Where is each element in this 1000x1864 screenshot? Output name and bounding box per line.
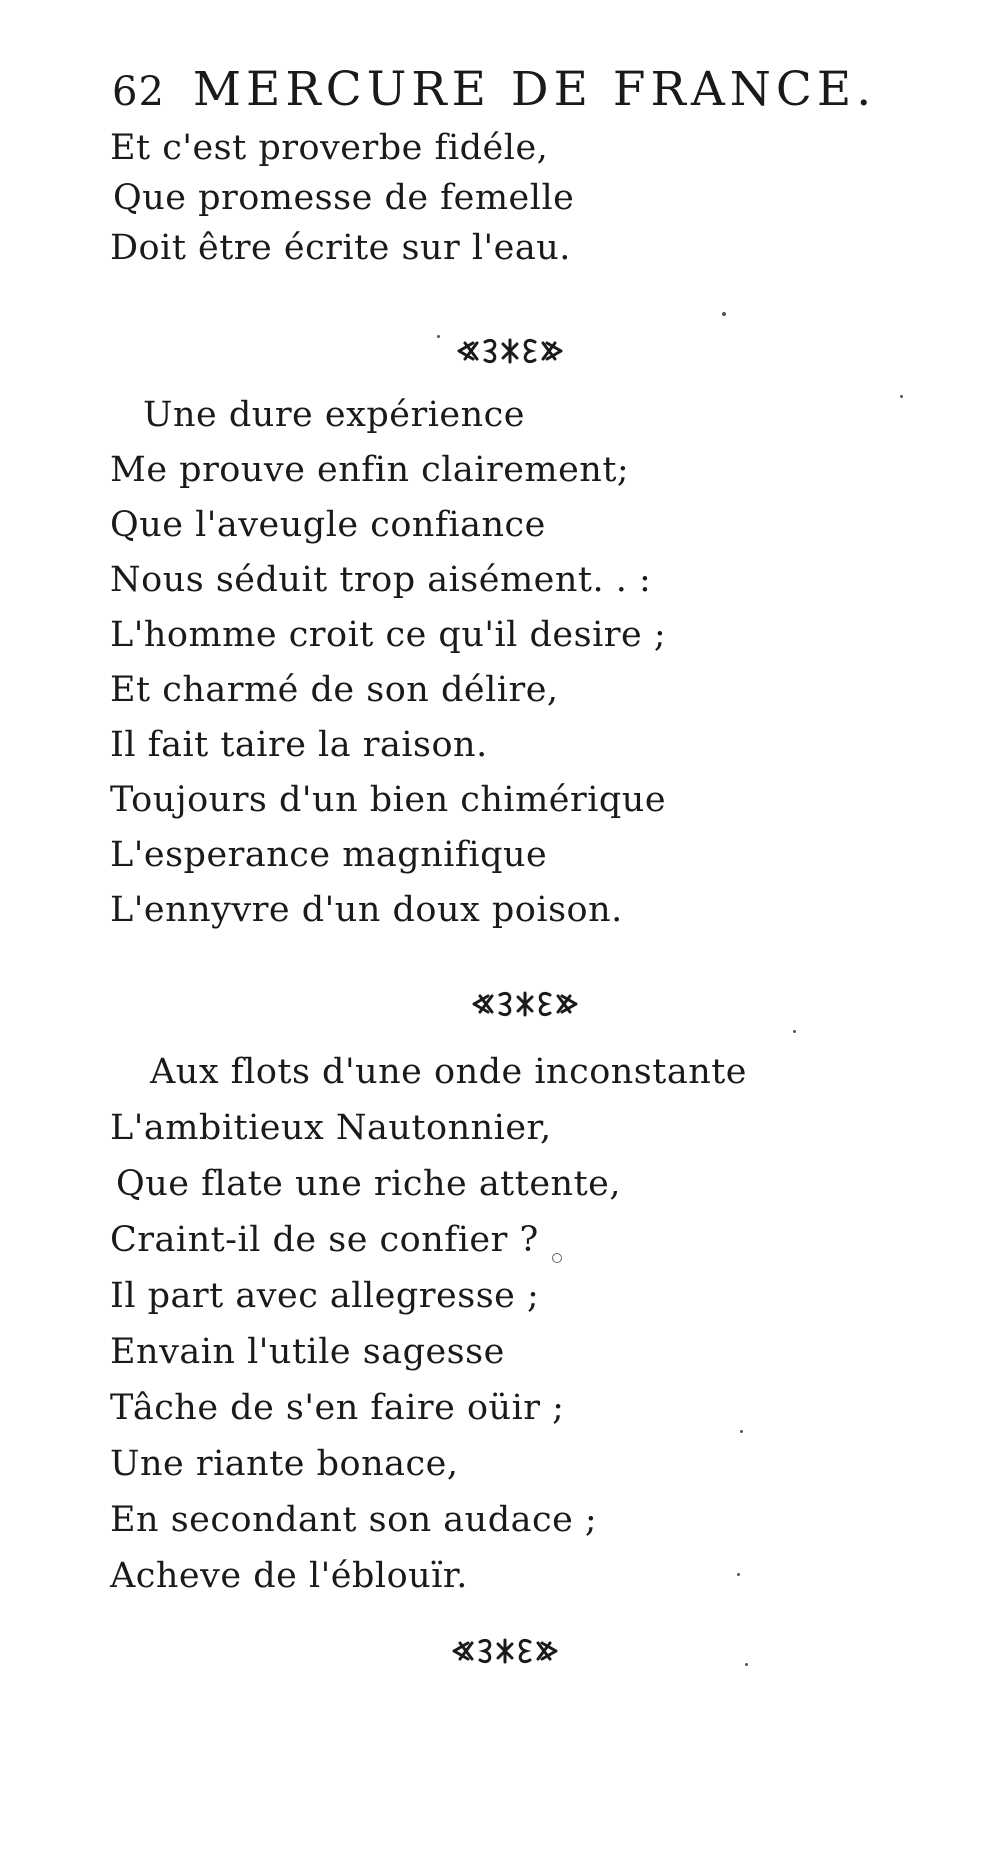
verse-line: Que l'aveugle confiance (110, 505, 546, 545)
verse-line: L'ennyvre d'un doux poison. (110, 890, 623, 930)
verse-line: Acheve de l'éblouïr. (110, 1556, 468, 1596)
verse-line: Tâche de s'en faire oüir ; (110, 1388, 565, 1428)
verse-line: En secondant son audace ; (110, 1500, 598, 1540)
verse-line: Nous séduit trop aisément. . : (110, 560, 652, 600)
scan-speck (740, 1430, 743, 1433)
verse-line: Que flate une riche attente, (116, 1164, 621, 1204)
verse-line: L'homme croit ce qu'il desire ; (110, 615, 667, 655)
scan-speck (737, 1573, 740, 1576)
scan-speck (793, 1030, 796, 1033)
fleuron-ornament-icon (450, 1634, 560, 1668)
verse-line: Une riante bonace, (110, 1444, 459, 1484)
verse-line: Et c'est proverbe fidéle, (110, 128, 549, 168)
fleuron-ornament-icon (470, 987, 580, 1021)
verse-line: Aux flots d'une onde inconstante (150, 1052, 748, 1092)
scan-speck (722, 312, 726, 316)
verse-line: Envain l'utile sagesse (110, 1332, 505, 1372)
verse-line: Il part avec allegresse ; (110, 1276, 540, 1316)
scan-speck (900, 395, 903, 398)
running-header (112, 62, 877, 122)
verse-line: L'ambitieux Nautonnier, (110, 1108, 552, 1148)
verse-line: Toujours d'un bien chimérique (110, 780, 667, 820)
verse-line: L'esperance magnifique (110, 835, 548, 875)
verse-line: Doit être écrite sur l'eau. (110, 228, 571, 268)
verse-line: Et charmé de son délire, (110, 670, 559, 710)
verse-line: Que promesse de femelle (113, 178, 575, 218)
scan-speck (552, 1253, 562, 1263)
scan-speck (437, 335, 440, 338)
fleuron-ornament-icon (455, 334, 565, 368)
verse-line: Une dure expérience (143, 395, 525, 435)
verse-line: Il fait taire la raison. (110, 725, 488, 765)
page-number: 62 (112, 69, 165, 115)
verse-line: Craint-il de se confier ? (110, 1220, 539, 1260)
running-head-title: MERCURE DE FRANCE. (192, 62, 877, 117)
scan-speck (745, 1663, 748, 1666)
verse-line: Me prouve enfin clairement; (110, 450, 630, 490)
